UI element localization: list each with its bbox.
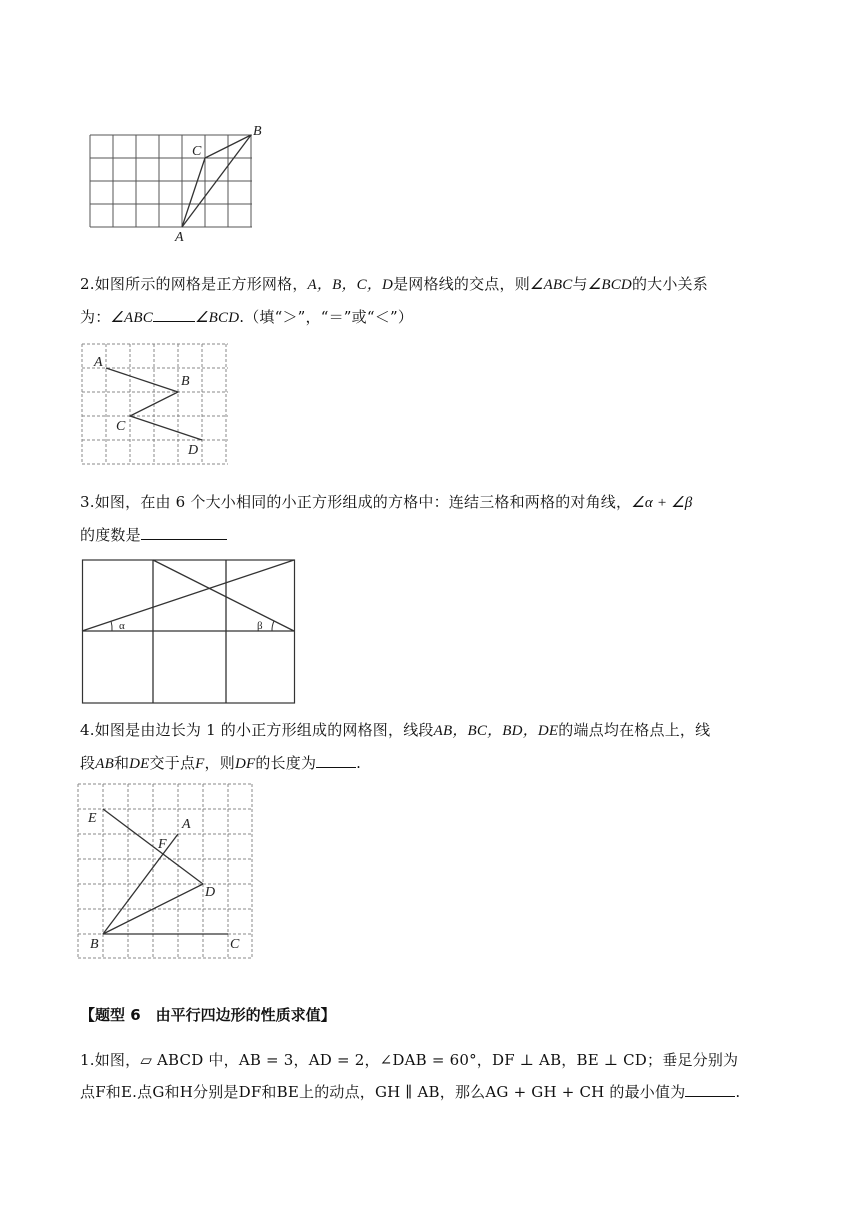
label-b: B [90,937,99,952]
label-e: E [88,811,97,826]
section-title: 【题型 6 由平行四边形的性质求值】 [80,1006,336,1024]
label-beta: β [257,620,263,632]
label-d: D [205,885,216,900]
segment-ac [182,158,205,227]
arc-alpha [111,621,112,631]
grid-lines [90,135,252,227]
section6-question-1: 1.如图，▱ ABCD 中，AB = 3，AD = 2，∠DAB = 60°，DF ⊥ AB，BE ⊥ CD；垂足分别为 点F和E.点G和H分别是DF和BE上的动点，GH ∥ AB，那么AG + GH + CH 的最小值为 . [80,1051,741,1101]
question-4: 4.如图是由边长为 1 的小正方形组成的网格图，线段AB，BC，BD，DE的端点均在格点上，线 段AB和DE交于点F，则DF的长度为 . [80,721,711,772]
label-b: B [253,124,262,139]
label-a: A [182,817,191,832]
answer-blank[interactable] [685,1078,735,1097]
figure-2-grid [82,344,232,469]
label-c: C [192,144,202,159]
question-2: 2.如图所示的网格是正方形网格，A，B，C，D是网格线的交点，则∠ABC与∠BCD的大小关系 为：∠ABC ∠BCD.（填“＞”，“＝”或“＜”） [80,275,708,326]
figure-3-grid [82,559,298,707]
label-alpha: α [119,620,125,632]
label-d: D [188,443,199,458]
answer-blank[interactable] [316,749,356,768]
label-b: B [181,374,190,389]
label-f: F [158,837,167,852]
figure-1-grid [90,123,270,243]
answer-blank[interactable] [153,303,195,322]
question-3: 3.如图，在由 6 个大小相同的小正方形组成的方格中：连结三格和两格的对角线，∠α + ∠β 的度数是 [80,493,693,544]
figure-4-grid [78,784,258,964]
label-c: C [116,419,126,434]
label-a: A [94,355,103,370]
diagonal-two-cells [153,560,294,631]
arc-beta [272,621,274,631]
answer-blank[interactable] [141,521,227,540]
label-c: C [230,937,240,952]
label-a: A [175,230,184,245]
